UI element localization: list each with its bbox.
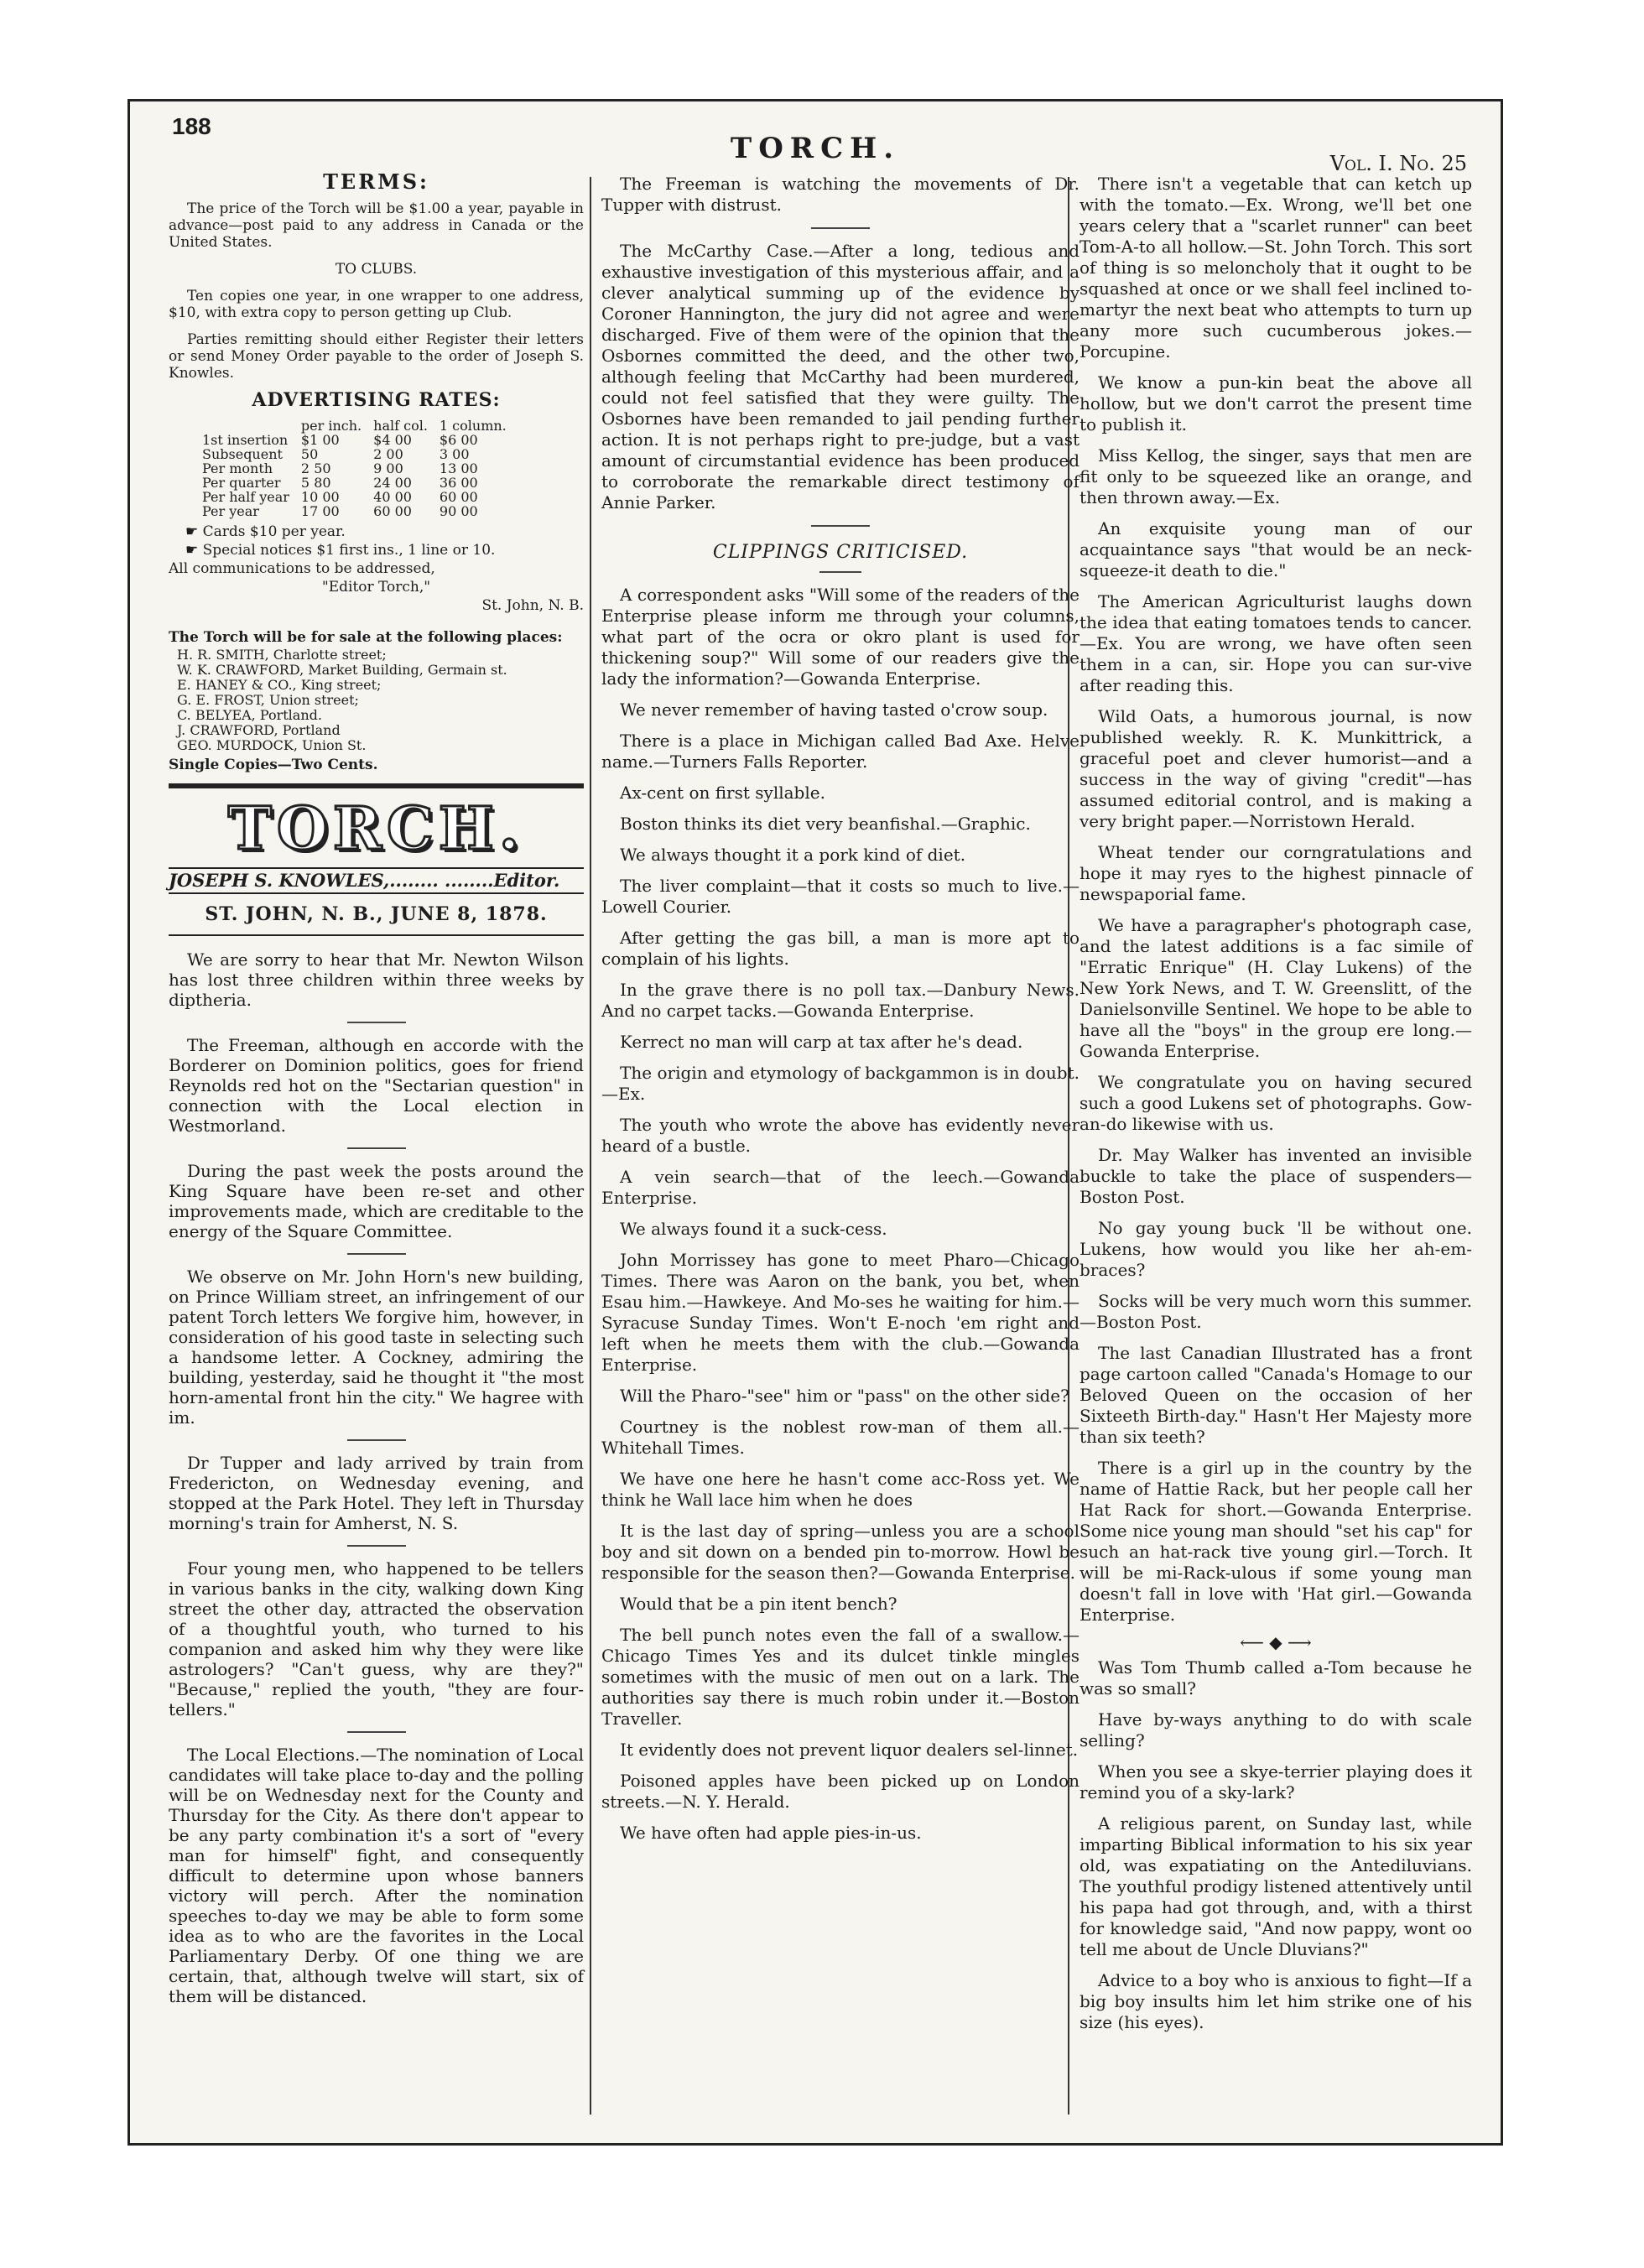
pointing-hand-icon: ☛ [185,542,203,559]
clipping-paragraph: In the grave there is no poll tax.—Danbury News. And no carpet tacks.—Gowanda Enterprise. [601,980,1080,1021]
rate-cell: Per quarter [202,475,281,491]
clipping-paragraph: The last Canadian Illustrated has a front page cartoon called "Canada's Homage to our Beloved Queen on the occasion of her Sixteeth Birth-day." Hasn't Her Majesty more than six teeth? [1080,1343,1472,1447]
dateline: ST. JOHN, N. B., JUNE 8, 1878. [205,903,548,925]
separator-rule [347,1731,406,1733]
sale-place: G. E. FROST, Union street; [177,692,359,708]
clipping-paragraph: Courtney is the noblest row-man of them all.—Whitehall Times. [601,1417,1080,1458]
clipping-paragraph: There is a girl up in the country by the name of Hattie Rack, but her people call her Hat Rack for short.—Gowanda Enterprise. Some nice young man should "set his cap" for such an hat-rack tive young girl.—Torch. It will be mi-Rack-ulous if some young man doesn't fall in love with 'Hat girl.—Gowanda Enterprise. [1080,1458,1472,1625]
masthead-rule [169,867,584,869]
separator-rule [811,227,870,229]
editor-line: JOSEPH S. KNOWLES,........ ........Editor. [169,870,560,891]
clipping-paragraph: There is a place in Michigan called Bad Axe. Helve name.—Turners Falls Reporter. [601,731,1080,772]
separator-rule [819,571,861,573]
torch-logo: TORCH. [227,793,525,863]
clipping-paragraph: John Morrissey has gone to meet Pharo—Chicago Times. There was Aaron on the bank, you bet, when Esau him.—Hawkeye. And Mo-ses he waiting for him.—Syracuse Sunday Times. Won't E-noch 'em right and left when he meets them with the club.—Gowanda Enterprise. [601,1250,1080,1375]
sale-place: H. R. SMITH, Charlotte street; [177,647,387,663]
column-1 [169,169,584,2016]
rate-cell: 90 00 [439,503,478,519]
rates-row [202,476,518,490]
clipping-paragraph: An exquisite young man of our acquaintance says "that would be an neck-squeeze-it death to die." [1080,518,1472,580]
editorial-paragraph: During the past week the posts around the King Square have been re-set and other improvements made, which are creditable to the energy of the Square Committee. [169,1161,584,1241]
rates-header-row [202,419,518,433]
pointing-hand-icon: ☛ [185,523,203,540]
masthead-rule [169,783,584,788]
editorial-paragraph: We observe on Mr. John Horn's new building, on Prince William street, an infringement of our patent Torch letters We forgive him, however, in consideration of his good taste in selecting such a handsome letter. A Cockney, admiring the building, yesterday, said he thought it "the most horn-amental front hin the city." We hagree with im. [169,1267,584,1428]
ornament-divider: ⟵ ◆ ⟶ [1240,1632,1312,1652]
advertising-title: ADVERTISING RATES: [252,389,501,411]
clipping-paragraph: Wheat tender our corngratulations and hope it may ryes to the highest pinnacle of newspaporial fame. [1080,842,1472,904]
rate-cell: $6 00 [439,432,478,448]
clipping-paragraph: Socks will be very much worn this summer.—Boston Post. [1080,1291,1472,1332]
rates-row [202,447,518,461]
article-paragraph: The Freeman is watching the movements of Dr. Tupper with distrust. [601,174,1080,215]
clipping-paragraph: Ax-cent on first syllable. [620,783,825,803]
column-3 [1080,174,1472,2043]
clipping-paragraph: We know a pun-kin beat the above all hollow, but we don't carrot the present time to publish it. [1080,372,1472,434]
clipping-paragraph: After getting the gas bill, a man is more apt to complain of his lights. [601,928,1080,969]
clipping-paragraph: When you see a skye-terrier playing does it remind you of a sky-lark? [1080,1761,1472,1802]
cards-text: Cards $10 per year. [202,523,346,540]
article-paragraph: The McCarthy Case.—After a long, tedious and exhaustive investigation of this mysterious affair, and a clever analytical summing up of the evidence by Coroner Hannington, the jury did not agree and were discharged. Five of them were of the opinion that the Osbornes committed the deed, and the other two, although feeling that McCarthy had been murdered, could not feel satisfied that they were guilty. The Osbornes have been remanded to jail pending further action. It is not perhaps right to pre-judge, but a vast amount of circumstantial evidence has been produced to corroborate the remarkable direct testimony of Annie Parker. [601,241,1080,512]
clipping-paragraph: No gay young buck 'll be without one. Lukens, how would you like her ah-em-braces? [1080,1218,1472,1280]
rate-cell: 10 00 [300,489,340,505]
sale-place: C. BELYEA, Portland. [177,707,322,723]
rate-cell: 50 [300,446,319,462]
rate-cell: 24 00 [373,475,412,491]
clipping-paragraph: Have by-ways anything to do with scale selling? [1080,1709,1472,1750]
separator-rule [347,1022,406,1023]
terms-text: The price of the Torch will be $1.00 a year, payable in advance—post paid to any address in Canada or the United States. [169,200,584,251]
separator-rule [811,525,870,527]
editorial-items [169,949,584,2006]
rates-row [202,490,518,504]
rates-table [202,419,518,518]
clipping-paragraph: The liver complaint—that it costs so much to live.—Lowell Courier. [601,876,1080,917]
column-divider [590,177,591,2115]
column-2 [601,174,1080,1854]
clipping-paragraph: A vein search—that of the leech.—Gowanda Enterprise. [601,1167,1080,1208]
rates-header-cell: half col. [373,418,428,434]
clubs-text: Ten copies one year, in one wrapper to one address, $10, with extra copy to person getting up Club. [169,288,584,321]
separator-rule [347,1545,406,1547]
rates-row [202,504,518,518]
clipping-paragraph: The origin and etymology of backgammon is in doubt.—Ex. [601,1063,1080,1104]
clipping-paragraph: A correspondent asks "Will some of the readers of the Enterprise please inform me through your columns, what part of the ocra or okro plant is used for thickening soup?" Will some of our readers give the lady the information?—Gowanda Enterprise. [601,585,1080,689]
rate-cell: 2 50 [300,460,331,476]
separator-rule [347,1439,406,1441]
clubs-title: TO CLUBS. [335,261,418,278]
editorial-paragraph: We are sorry to hear that Mr. Newton Wilson has lost three children within three weeks by diptheria. [169,949,584,1010]
clipping-paragraph: Will the Pharo-"see" him or "pass" on the other side? [620,1386,1069,1406]
clipping-paragraph: We always thought it a pork kind of diet. [620,845,966,865]
rate-cell: 40 00 [373,489,412,505]
clipping-paragraph: We congratulate you on having secured such a good Lukens set of photographs. Gow-an-do likewise with us. [1080,1072,1472,1134]
clipping-paragraph: Was Tom Thumb called a-Tom because he was so small? [1080,1657,1472,1698]
separator-rule [347,1253,406,1255]
rate-cell: $1 00 [300,432,340,448]
cards-notice [185,523,584,540]
clipping-paragraph: Kerrect no man will carp at tax after he's dead. [620,1032,1023,1052]
rates-row [202,461,518,476]
clipping-paragraph: We have a paragrapher's photograph case, and the latest additions is a fac simile of "Erratic Enrique" (H. Clay Lukens) of the New York News, and T. W. Greenslitt, of the Danielsonville Sentinel. We hope to be able to have all the "boys" in the group ere long.—Gowanda Enterprise. [1080,915,1472,1061]
rate-cell: 5 80 [300,475,331,491]
communications-text: All communications to be addressed, [169,560,435,577]
page-number: 188 [172,113,211,139]
masthead-rule [169,892,584,894]
editor-address: "Editor Torch," [321,579,431,596]
clipping-paragraph: We always found it a suck-cess. [620,1219,887,1239]
editorial-paragraph: The Local Elections.—The nomination of Local candidates will take place to-day and the polling will be on Wednesday next for the County and Thursday for the City. As there don't appear to be any party combination it's a sort of "every man for himself" fight, and consequently difficult to determine upon whose banners victory will perch. After the nomination speeches to-day we may be able to form some idea as to who are the favorites in the Local Parliamentary Derby. Of one thing we are certain, that, although twelve will start, six of them will be distanced. [169,1745,584,2006]
sale-place: E. HANEY & CO., King street; [177,677,382,693]
rate-cell: 36 00 [439,475,478,491]
rate-cell: 13 00 [439,460,478,476]
editorial-paragraph: The Freeman, although en accorde with the Borderer on Dominion politics, goes for friend Reynolds red hot on the "Sectarian question" in connection with the Local election in Westmorland. [169,1035,584,1136]
rates-header-cell: 1 column. [439,418,507,434]
newspaper-page [127,99,1503,2146]
masthead-rule [169,934,584,936]
clipping-paragraph: We have one here he hasn't come acc-Ross yet. We think he Wall lace him when he does [601,1469,1080,1510]
clipping-paragraph: The bell punch notes even the fall of a swallow.—Chicago Times Yes and its dulcet tinkle mingles sometimes with the music of men out on a lark. The authorities say there is much robin under it.—Boston Traveller. [601,1625,1080,1729]
editorial-paragraph: Dr Tupper and lady arrived by train from Fredericton, on Wednesday evening, and stopped at the Park Hotel. They left in Thursday morning's train for Amherst, N. S. [169,1453,584,1533]
rate-cell: Subsequent [202,446,283,462]
rates-row [202,433,518,447]
rate-cell: Per half year [202,489,289,505]
sale-place: GEO. MURDOCK, Union St. [177,737,367,753]
clipping-paragraph: Dr. May Walker has invented an invisible buckle to take the place of suspenders—Boston Post. [1080,1145,1472,1207]
clipping-paragraph: It evidently does not prevent liquor dealers sel-linnet. [620,1740,1079,1760]
special-notice [185,542,584,559]
clipping-paragraph: We have often had apple pies-in-us. [620,1823,922,1843]
special-text: Special notices $1 first ins., 1 line or 10. [202,542,496,559]
rate-cell: 9 00 [373,460,403,476]
clipping-paragraph: There isn't a vegetable that can ketch up with the tomato.—Ex. Wrong, we'll bet one years celery that a "scarlet runner" can beet Tom-A-to all hollow.—St. John Torch. This sort of thing is so meloncholy that it ought to be squashed at once or we shall feel inclined to-martyr the next beat who attempts to turn up any more such cucumberous jokes.—Porcupine. [1080,174,1472,362]
sale-intro: The Torch will be for sale at the following places: [169,629,563,646]
clipping-paragraph: We never remember of having tasted o'crow soup. [620,700,1048,720]
clippings-title: CLIPPINGS CRITICISED. [712,542,969,563]
rate-cell: 17 00 [300,503,340,519]
clipping-paragraph: Boston thinks its diet very beanfishal.—Graphic. [620,814,1031,834]
clipping-paragraph: A religious parent, on Sunday last, while imparting Biblical information to his six year old, was expatiating on the Antediluvians. The youthful prodigy listened attentively until his papa had got through, and, with a thirst for knowledge said, "And now pappy, wont oo tell me about de Uncle Dluvians?" [1080,1813,1472,1959]
rate-cell: 60 00 [373,503,412,519]
rate-cell: 1st insertion [202,432,289,448]
separator-rule [347,1147,406,1149]
clipping-paragraph: Wild Oats, a humorous journal, is now published weekly. R. K. Munkittrick, a graceful poet and clever humorist—and a success in the way of giving "credit"—has assumed editorial control, and is making a very bright paper.—Norristown Herald. [1080,706,1472,831]
parties-text: Parties remitting should either Register their letters or send Money Order payable to the order of Joseph S. Knowles. [169,331,584,382]
clipping-paragraph: The youth who wrote the above has evidently never heard of a bustle. [601,1115,1080,1156]
rates-header-cell [202,419,301,433]
rates-header-cell: per inch. [300,418,362,434]
rate-cell: $4 00 [373,432,412,448]
clipping-paragraph: Advice to a boy who is anxious to fight—If a big boy insults him let him strike one of his size (his eyes). [1080,1970,1472,2032]
masthead: TORCH. [730,132,901,165]
rate-cell: Per year [202,503,259,519]
sale-place: W. K. CRAWFORD, Market Building, Germain st. [177,662,507,678]
editorial-paragraph: Four young men, who happened to be tellers in various banks in the city, walking down King street the other day, attracted the observation of a thoughtful youth, who turned to his companion and asked him why they were like astrologers? "Can't guess, why are they?" "Because," replied the youth, "they are four-tellers." [169,1558,584,1719]
sale-place: J. CRAWFORD, Portland [177,722,341,738]
rate-cell: Per month [202,460,273,476]
clipping-paragraph: Poisoned apples have been picked up on London streets.—N. Y. Herald. [601,1771,1080,1812]
clipping-paragraph: Miss Kellog, the singer, says that men are fit only to be squeezed like an orange, and then thrown away.—Ex. [1080,445,1472,507]
sale-places [177,648,584,753]
clipping-paragraph: It is the last day of spring—unless you are a school boy and sit down on a bended pin to-morrow. Howl be responsible for the season then?—Gowanda Enterprise. [601,1521,1080,1583]
single-copies: Single Copies—Two Cents. [169,757,378,773]
rate-cell: 3 00 [439,446,470,462]
clipping-paragraph: The American Agriculturist laughs down the idea that eating tomatoes tends to cancer.—Ex. You are wrong, we have often seen them in a can, sir. Hope you can sur-vive after reading this. [1080,591,1472,695]
page-header [130,101,1501,175]
volume-number: Vol. I. No. 25 [1329,152,1467,175]
rate-cell: 2 00 [373,446,403,462]
clipping-paragraph: Would that be a pin itent bench? [620,1594,897,1614]
terms-title: TERMS: [323,169,429,194]
rate-cell: 60 00 [439,489,478,505]
city-address: St. John, N. B. [481,597,584,614]
